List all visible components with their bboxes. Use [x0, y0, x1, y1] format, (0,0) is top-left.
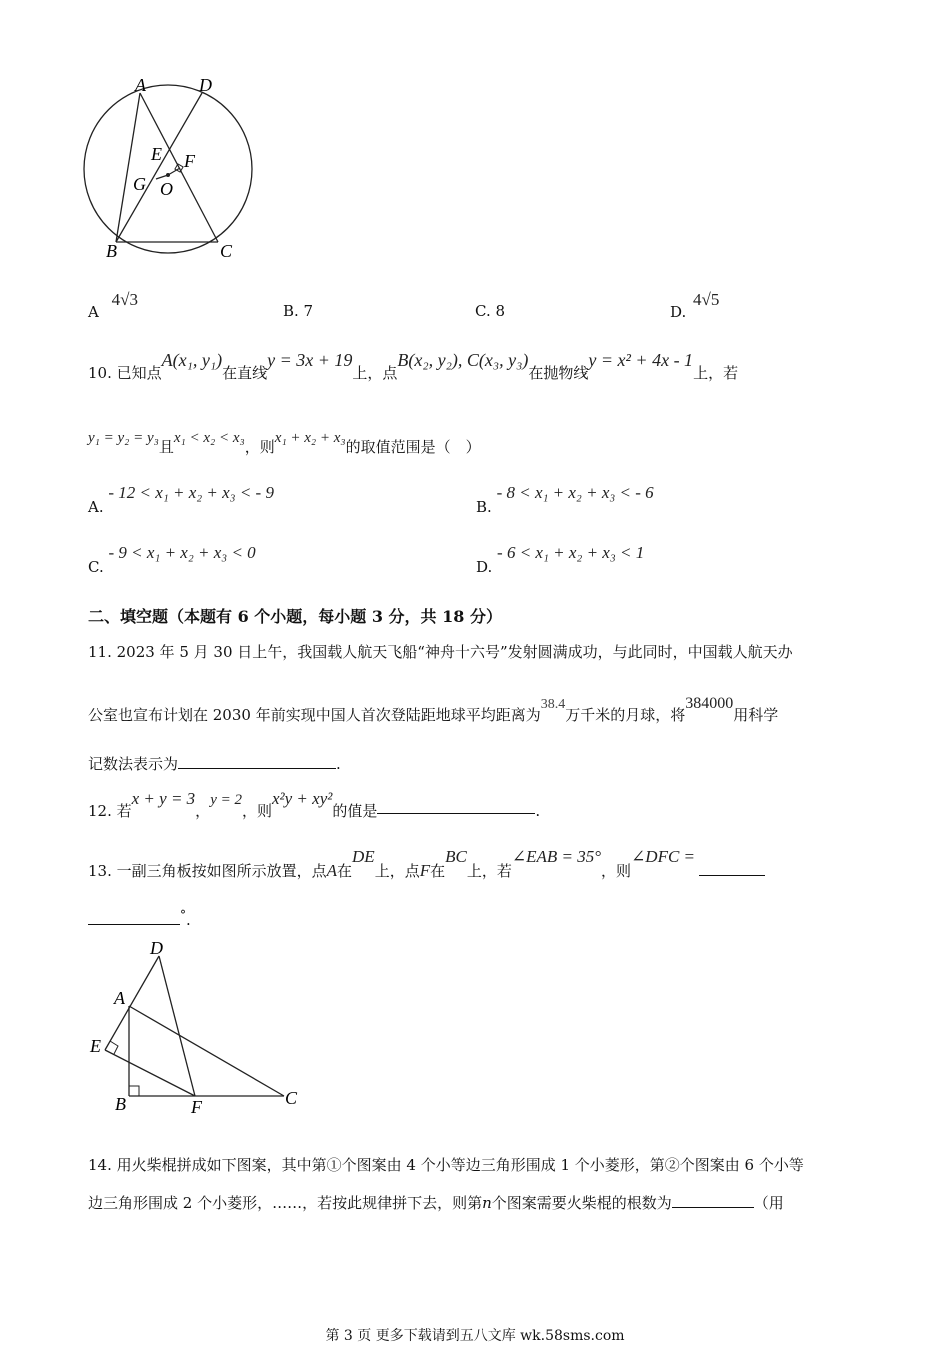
q9-option-a-value: 4√3	[111, 290, 138, 309]
q11-line1: 11. 2023 年 5 月 30 日上午，我国载人航天飞船“神舟十六号”发射圆满成功，与此同时，中国载人航天办	[88, 643, 793, 661]
q12-answer-blank[interactable]	[377, 799, 535, 814]
q10-option-a: A. - 12 < x₁ + x₂ + x₃ < - 9	[88, 483, 274, 516]
q10-parabola-eq: y = x² + 4x - 1	[588, 350, 694, 370]
q12-expr: x²y + xy²	[271, 789, 333, 808]
label-e: E	[90, 1036, 101, 1056]
q13-angle-eab: ∠EAB = 35°	[511, 847, 602, 866]
center-dot	[166, 173, 170, 177]
segment-ac	[129, 1006, 284, 1096]
q9-option-d: D. 4√5	[670, 290, 720, 321]
q10-cond-y: y₁ = y₂ = y₃	[88, 430, 159, 446]
q11-distance-value: 38.4	[540, 697, 566, 712]
q12-eq2: y = 2	[210, 792, 242, 808]
q14-line1: 14. 用火柴棍拼成如下图案，其中第①个图案由 4 个小等边三角形围成 1 个小菱形，第②个图案由 6 个小等	[88, 1156, 804, 1174]
label-b: B	[106, 241, 117, 261]
q10-point-a: A(x₁, y₁)	[161, 350, 223, 370]
q11-line3: 记数法表示为 .	[88, 755, 341, 773]
q12-line: 12. 若x + y = 3，y = 2，则x²y + xy²的值是 .	[88, 789, 541, 820]
section-heading: 二、填空题（本题有 6 个小题，每小题 3 分，共 18 分）	[88, 607, 502, 626]
q9-option-c: C. 8	[475, 302, 506, 320]
q13-line1: 13. 一副三角板按如图所示放置，点A在DE上，点F在BC上，若∠EAB = 35°，则∠DFC =	[88, 846, 761, 867]
q13-angle-dfc: ∠DFC =	[631, 847, 696, 866]
right-angle-b	[129, 1086, 139, 1096]
q10-option-d: D. - 6 < x₁ + x₂ + x₃ < 1	[476, 543, 645, 576]
q13-segment-bc: BC	[445, 847, 467, 866]
q9-option-b: B. 7	[283, 302, 314, 320]
q13-segment-de: DE	[352, 847, 375, 866]
circle	[84, 85, 252, 253]
q9-option-d-value: 4√5	[693, 290, 720, 309]
q10-cond-x: x₁ < x₂ < x₃	[173, 430, 245, 446]
label-f: F	[184, 151, 195, 171]
label-f: F	[191, 1097, 202, 1117]
q10-expr: x₁ + x₂ + x₃	[274, 430, 346, 446]
label-a: A	[135, 75, 146, 95]
segment-ef	[105, 1050, 195, 1096]
label-g: G	[133, 174, 146, 194]
q10-line-eq: y = 3x + 19	[267, 350, 353, 370]
q11-line2: 公室也宣布计划在 2030 年前实现中国人首次登陆距地球平均距离为38.4万千米的月球，将384000用科学	[88, 695, 779, 724]
triangle-figure	[80, 938, 310, 1118]
q9-option-a: A 4√3	[88, 290, 138, 321]
label-d: D	[199, 75, 212, 95]
label-c: C	[285, 1088, 298, 1108]
q10-line2: y₁ = y₂ = y₃且x₁ < x₂ < x₃，则x₁ + x₂ + x₃的取值范围是（ ）	[88, 430, 481, 456]
right-angle-e	[110, 1041, 118, 1054]
q13-answer-blank-2[interactable]	[88, 910, 180, 925]
q10-option-c: C. - 9 < x₁ + x₂ + x₃ < 0	[88, 543, 256, 576]
label-b: B	[115, 1094, 126, 1114]
label-d: D	[150, 938, 163, 958]
q13-answer-blank-1[interactable]	[699, 861, 765, 876]
label-e: E	[151, 144, 162, 164]
q11-answer-blank[interactable]	[178, 754, 336, 769]
q13-line2: °.	[88, 910, 191, 929]
q14-answer-blank[interactable]	[672, 1193, 754, 1208]
segment-ac	[140, 93, 218, 242]
circle-figure	[80, 75, 260, 265]
label-c: C	[220, 241, 233, 261]
q10-points-bc: B(x₂, y₂), C(x₃, y₃)	[397, 350, 529, 370]
q14-line2: 边三角形围成 2 个小菱形，……，若按此规律拼下去，则第n个图案需要火柴棍的根数为 （用	[88, 1194, 784, 1212]
q11-number: 384000	[685, 695, 734, 712]
page-footer: 第 3 页 更多下载请到五八文库 wk.58sms.com	[325, 1328, 625, 1344]
q10-line1: 10. 已知点A(x₁, y₁)在直线y = 3x + 19上，点B(x₂, y₂), C(x₃, y₃)在抛物线y = x² + 4x - 1上，若	[88, 350, 739, 382]
q10-option-b: B. - 8 < x₁ + x₂ + x₃ < - 6	[476, 483, 654, 516]
q12-eq1: x + y = 3	[131, 789, 196, 808]
segment-ab	[116, 93, 140, 242]
label-a: A	[114, 988, 125, 1008]
label-o: O	[160, 179, 173, 199]
